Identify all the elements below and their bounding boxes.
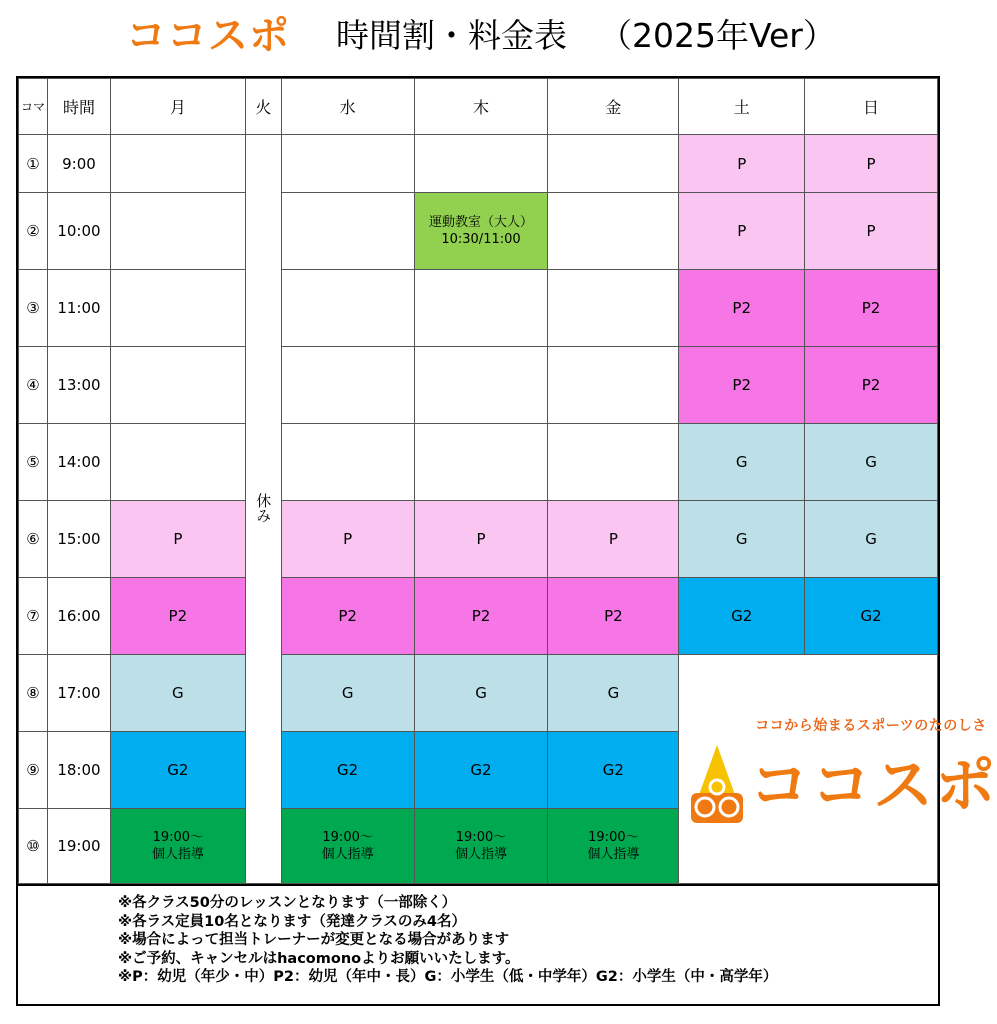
cell-fri bbox=[548, 193, 679, 270]
class-cell: G bbox=[679, 424, 805, 501]
cell-fri bbox=[548, 347, 679, 424]
cell-wed bbox=[281, 135, 414, 193]
table-row bbox=[19, 655, 938, 732]
private-time: 19:00～ bbox=[322, 830, 373, 845]
title-version: （2025年Ver） bbox=[599, 16, 836, 55]
period-time: 19:00 bbox=[47, 809, 110, 884]
mascot-emblem-icon bbox=[687, 743, 747, 831]
period-time: 16:00 bbox=[47, 578, 110, 655]
col-tue: 火 bbox=[245, 79, 281, 135]
class-cell: P bbox=[679, 193, 805, 270]
private-lesson-cell bbox=[281, 809, 414, 884]
class-cell: P bbox=[548, 501, 679, 578]
note-item: ※各クラス50分のレッスンとなります（一部除く） bbox=[118, 895, 457, 911]
col-thu: 木 bbox=[414, 79, 548, 135]
private-label: 個人指導 bbox=[321, 847, 374, 862]
title-text: 時間割・料金表 bbox=[336, 16, 567, 55]
class-cell: G bbox=[281, 655, 414, 732]
brand-logo-text: ココスポ bbox=[749, 751, 997, 821]
private-label: 個人指導 bbox=[454, 847, 507, 862]
cell-wed bbox=[281, 424, 414, 501]
col-koma: コマ bbox=[19, 79, 48, 135]
col-mon: 月 bbox=[110, 79, 245, 135]
table-row bbox=[19, 347, 938, 424]
note-item: ※ご予約、キャンセルはhacomonoよりお願いいたします。 bbox=[118, 950, 520, 967]
class-cell: G bbox=[548, 655, 679, 732]
cell-mon bbox=[110, 424, 245, 501]
period-time: 15:00 bbox=[47, 501, 110, 578]
period-number: ⑤ bbox=[19, 424, 48, 501]
period-time: 11:00 bbox=[47, 270, 110, 347]
class-cell: G bbox=[805, 424, 938, 501]
col-sun: 日 bbox=[805, 79, 938, 135]
class-cell: G2 bbox=[805, 578, 938, 655]
private-label: 個人指導 bbox=[151, 847, 204, 862]
period-time: 9:00 bbox=[47, 135, 110, 193]
period-number: ⑥ bbox=[19, 501, 48, 578]
adult-class-times: 10:30/11:00 bbox=[441, 232, 521, 247]
cell-mon bbox=[110, 347, 245, 424]
table-row bbox=[19, 578, 938, 655]
class-cell: P bbox=[805, 135, 938, 193]
table-row bbox=[19, 501, 938, 578]
class-cell: G bbox=[805, 501, 938, 578]
class-cell: P2 bbox=[548, 578, 679, 655]
class-cell: G2 bbox=[548, 732, 679, 809]
table-row bbox=[19, 193, 938, 270]
cell-wed bbox=[281, 193, 414, 270]
period-number: ⑧ bbox=[19, 655, 48, 732]
cell-thu bbox=[414, 424, 548, 501]
class-cell: G bbox=[414, 655, 548, 732]
page-title bbox=[336, 16, 836, 56]
adult-class-name: 運動教室（大人） bbox=[428, 215, 533, 230]
private-time: 19:00～ bbox=[455, 830, 507, 845]
cell-mon bbox=[110, 135, 245, 193]
period-time: 10:00 bbox=[47, 193, 110, 270]
period-number: ③ bbox=[19, 270, 48, 347]
class-cell: P bbox=[414, 501, 548, 578]
cell-mon bbox=[110, 193, 245, 270]
class-cell: P2 bbox=[805, 347, 938, 424]
col-time: 時間 bbox=[47, 79, 110, 135]
period-time: 18:00 bbox=[47, 732, 110, 809]
class-cell: G bbox=[679, 501, 805, 578]
period-number: ② bbox=[19, 193, 48, 270]
timetable bbox=[18, 78, 997, 884]
note-item: ※場合によって担当トレーナーが変更となる場合があります bbox=[118, 932, 510, 948]
class-cell: P2 bbox=[679, 270, 805, 347]
period-time: 17:00 bbox=[47, 655, 110, 732]
private-label: 個人指導 bbox=[587, 847, 640, 862]
class-cell: P2 bbox=[414, 578, 548, 655]
note-item: ※各ラス定員10名となります（発達クラスのみ4名） bbox=[118, 913, 466, 930]
col-sat: 土 bbox=[679, 79, 805, 135]
cell-fri bbox=[548, 270, 679, 347]
class-cell: P2 bbox=[110, 578, 245, 655]
col-wed: 水 bbox=[281, 79, 414, 135]
header bbox=[0, 0, 955, 72]
brand-tagline: ココから始まるスポーツのたのしさ bbox=[755, 718, 987, 734]
period-number: ⑨ bbox=[19, 732, 48, 809]
brand-logo-area bbox=[679, 655, 997, 884]
cell-mon bbox=[110, 270, 245, 347]
note-item: ※P：幼児（年少・中）P2：幼児（年中・長）G：小学生（低・中学年）G2：小学生（中・高学年） bbox=[118, 969, 778, 985]
class-cell: P bbox=[679, 135, 805, 193]
col-fri: 金 bbox=[548, 79, 679, 135]
cell-fri bbox=[548, 135, 679, 193]
class-cell: P bbox=[281, 501, 414, 578]
period-number: ⑦ bbox=[19, 578, 48, 655]
period-number: ⑩ bbox=[19, 809, 48, 884]
private-lesson-cell bbox=[548, 809, 679, 884]
class-cell: P bbox=[110, 501, 245, 578]
adult-class-cell bbox=[414, 193, 548, 270]
class-cell: P2 bbox=[805, 270, 938, 347]
class-cell: G2 bbox=[110, 732, 245, 809]
table-row bbox=[19, 135, 938, 193]
private-time: 19:00～ bbox=[588, 830, 639, 845]
header-row bbox=[19, 79, 938, 135]
cell-thu bbox=[414, 270, 548, 347]
period-number: ④ bbox=[19, 347, 48, 424]
class-cell: G2 bbox=[679, 578, 805, 655]
cell-wed bbox=[281, 347, 414, 424]
class-cell: P2 bbox=[281, 578, 414, 655]
private-time: 19:00～ bbox=[152, 830, 204, 845]
class-cell: G2 bbox=[414, 732, 548, 809]
class-cell: G bbox=[110, 655, 245, 732]
cell-thu bbox=[414, 347, 548, 424]
table-row bbox=[19, 424, 938, 501]
period-number: ① bbox=[19, 135, 48, 193]
header-logo: ココスポ bbox=[126, 13, 290, 59]
private-lesson-cell bbox=[414, 809, 548, 884]
table-row bbox=[19, 270, 938, 347]
class-cell: P bbox=[805, 193, 938, 270]
timetable-sheet bbox=[16, 76, 997, 1006]
period-time: 13:00 bbox=[47, 347, 110, 424]
private-lesson-cell bbox=[110, 809, 245, 884]
period-time: 14:00 bbox=[47, 424, 110, 501]
notes-list bbox=[18, 886, 938, 987]
class-cell: G2 bbox=[281, 732, 414, 809]
tuesday-closed bbox=[245, 135, 281, 884]
closed-label: 休み bbox=[254, 492, 273, 523]
class-cell: P2 bbox=[679, 347, 805, 424]
cell-fri bbox=[548, 424, 679, 501]
cell-wed bbox=[281, 270, 414, 347]
cell-thu bbox=[414, 135, 548, 193]
notes-section bbox=[18, 884, 938, 1004]
